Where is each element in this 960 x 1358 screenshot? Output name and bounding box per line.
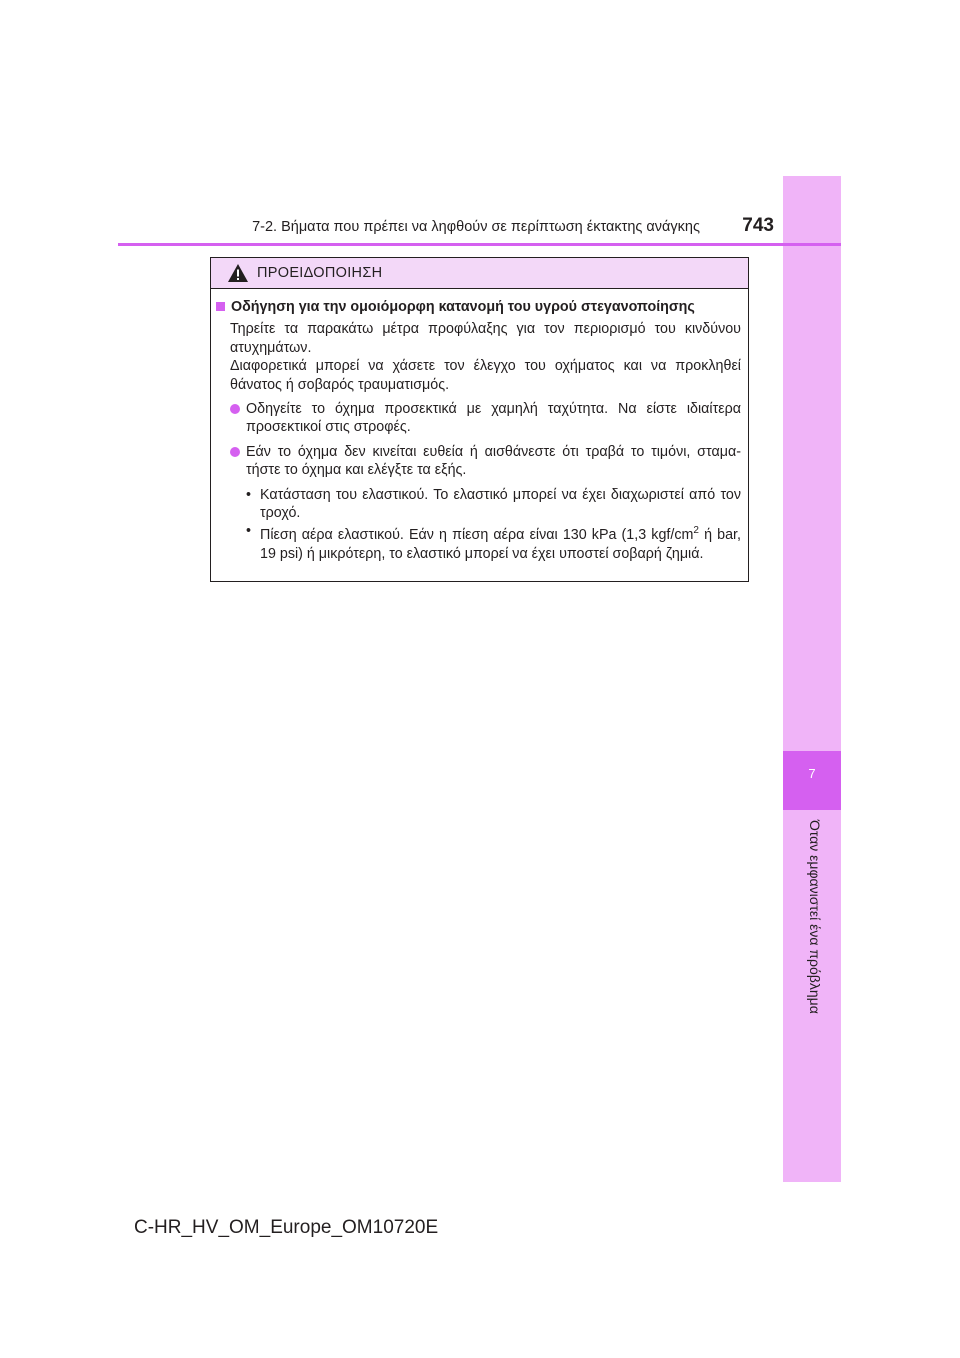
- warning-header: [211, 258, 748, 289]
- warning-box: [210, 257, 749, 582]
- superscript-two: 2: [693, 525, 699, 537]
- warning-body: [211, 289, 748, 563]
- chapter-title: Όταν εμφανιστεί ένα πρόβλημα: [807, 820, 823, 1014]
- pressure-text: Πίεση αέρα ελαστικού. Εάν η πίεση αέρα είναι 130 kPa (1,3 kgf/cm: [260, 527, 694, 544]
- warning-heading: [216, 298, 741, 316]
- chapter-number: 7: [808, 766, 816, 781]
- pressure-text-continued: ή bar, 19 psi) ή μικρότερη, το ελαστικό μπορεί να έχει υποστεί σοβαρή ζημιά.: [260, 527, 741, 562]
- sub-list-item: [246, 522, 741, 563]
- warning-label: ΠΡΟΕΙΔΟΠΟΙΗΣΗ: [257, 265, 383, 281]
- sub-list-item-text: Κατάσταση του ελαστικού. Το ελαστικό μπορεί να έχει διαχωριστεί από τον τροχό.: [260, 486, 741, 522]
- document-code: C-HR_HV_OM_Europe_OM10720E: [134, 1217, 439, 1238]
- chapter-side-tab: [783, 176, 841, 1182]
- header-rule: [118, 243, 841, 246]
- section-title: 7-2. Βήματα που πρέπει να ληφθούν σε περίπτωση έκτακτης ανάγκης: [252, 219, 700, 235]
- warning-heading-text: Οδήγηση για την ομοιόμορφη κατανομή του υγρού στεγανοποίησης: [231, 299, 695, 315]
- list-item-text: Εάν το όχημα δεν κινείται ευθεία ή αισθάνεστε ότι τραβά το τιμόνι, σταμα-τήστε το όχημα και ελέγξτε τα εξής.: [246, 443, 741, 479]
- round-bullet-icon: [230, 404, 240, 414]
- sub-list-item: [246, 486, 741, 523]
- page-number: 743: [742, 215, 774, 236]
- list-item: [230, 443, 741, 480]
- list-item: [230, 400, 741, 437]
- round-bullet-icon: [230, 447, 240, 457]
- list-item-text: Οδηγείτε το όχημα προσεκτικά με χαμηλή ταχύτητα. Να είστε ιδιαίτερα προσεκτικοί στις στροφές.: [246, 401, 741, 436]
- dot-bullet-icon: •: [246, 486, 252, 503]
- square-bullet-icon: [216, 302, 225, 311]
- dot-bullet-icon: •: [246, 523, 252, 540]
- sub-list-item-text: [260, 522, 741, 563]
- warning-paragraph-1: Τηρείτε τα παρακάτω μέτρα προφύλαξης για τον περιορισμό του κινδύνου ατυχημάτων.: [230, 321, 741, 356]
- warning-paragraph-2: Διαφορετικά μπορεί να χάσετε τον έλεγχο του οχήματος και να προκληθεί θάνατος ή σοβαρός τραυματισμός.: [230, 358, 741, 393]
- warning-triangle-icon: [227, 263, 249, 283]
